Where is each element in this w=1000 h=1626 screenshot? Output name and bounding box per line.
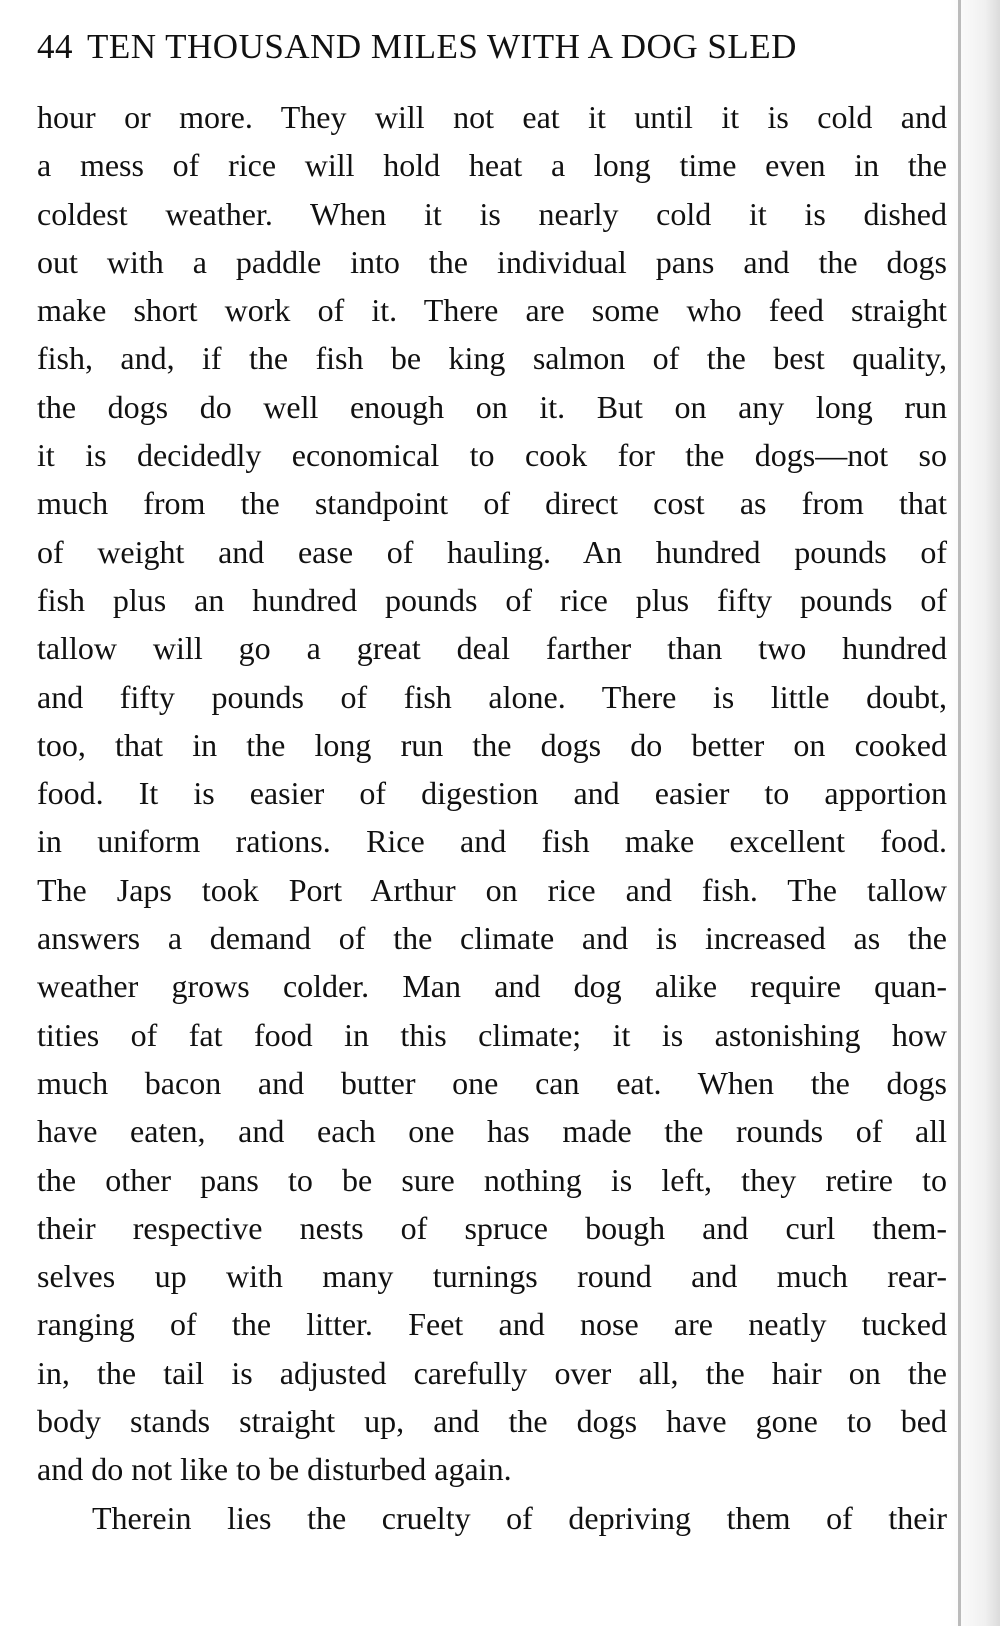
text-line: have eaten, and each one has made the rounds of all [37, 1113, 947, 1150]
text-line: a mess of rice will hold heat a long time even in the [37, 147, 947, 184]
running-header [37, 22, 917, 72]
text-line: of weight and ease of hauling. An hundred pounds of [37, 533, 947, 570]
text-line: fish, and, if the fish be king salmon of the best quality, [37, 340, 947, 377]
text-line: coldest weather. When it is nearly cold it is dished [37, 195, 947, 232]
text-line: fish plus an hundred pounds of rice plus fifty pounds of [37, 581, 947, 618]
text-line: body stands straight up, and the dogs have gone to bed [37, 1403, 947, 1440]
text-line: hour or more. They will not eat it until it is cold and [37, 99, 947, 135]
text-line: and fifty pounds of fish alone. There is little doubt, [37, 678, 947, 715]
text-line: too, that in the long run the dogs do better on cooked [37, 726, 947, 763]
text-line: much bacon and butter one can eat. When the dogs [37, 1064, 947, 1101]
running-title: TEN THOUSAND MILES WITH A DOG SLED [87, 27, 797, 66]
paragraph-first-line: Therein lies the cruelty of depriving them of their [92, 1499, 947, 1536]
text-line: food. It is easier of digestion and easier to apportion [37, 775, 947, 812]
text-line: in uniform rations. Rice and fish make excellent food. [37, 823, 947, 860]
text-line: it is decidedly economical to cook for the dogs—not so [37, 437, 947, 474]
text-line: tallow will go a great deal farther than two hundred [37, 630, 947, 667]
text-line: make short work of it. There are some who feed straight [37, 292, 947, 329]
text-line: out with a paddle into the individual pans and the dogs [37, 243, 947, 280]
text-line: their respective nests of spruce bough and curl them- [37, 1209, 947, 1246]
text-line: selves up with many turnings round and much rear- [37, 1258, 947, 1295]
text-line: the dogs do well enough on it. But on any long run [37, 388, 947, 425]
text-line: in, the tail is adjusted carefully over all, the hair on the [37, 1354, 947, 1391]
text-line: The Japs took Port Arthur on rice and fish. The tallow [37, 871, 947, 908]
paragraph-last-line: and do not like to be disturbed again. [37, 1451, 512, 1488]
text-line: much from the standpoint of direct cost as from that [37, 485, 947, 522]
text-line: weather grows colder. Man and dog alike require quan- [37, 968, 947, 1005]
text-line: answers a demand of the climate and is increased as the [37, 920, 947, 957]
page-edge-line [958, 0, 961, 1626]
text-line: ranging of the litter. Feet and nose are neatly tucked [37, 1306, 947, 1343]
text-line: tities of fat food in this climate; it is astonishing how [37, 1016, 947, 1053]
page-number: 44 [37, 27, 73, 66]
text-line: the other pans to be sure nothing is left, they retire to [37, 1161, 947, 1198]
body-text [37, 93, 947, 1542]
